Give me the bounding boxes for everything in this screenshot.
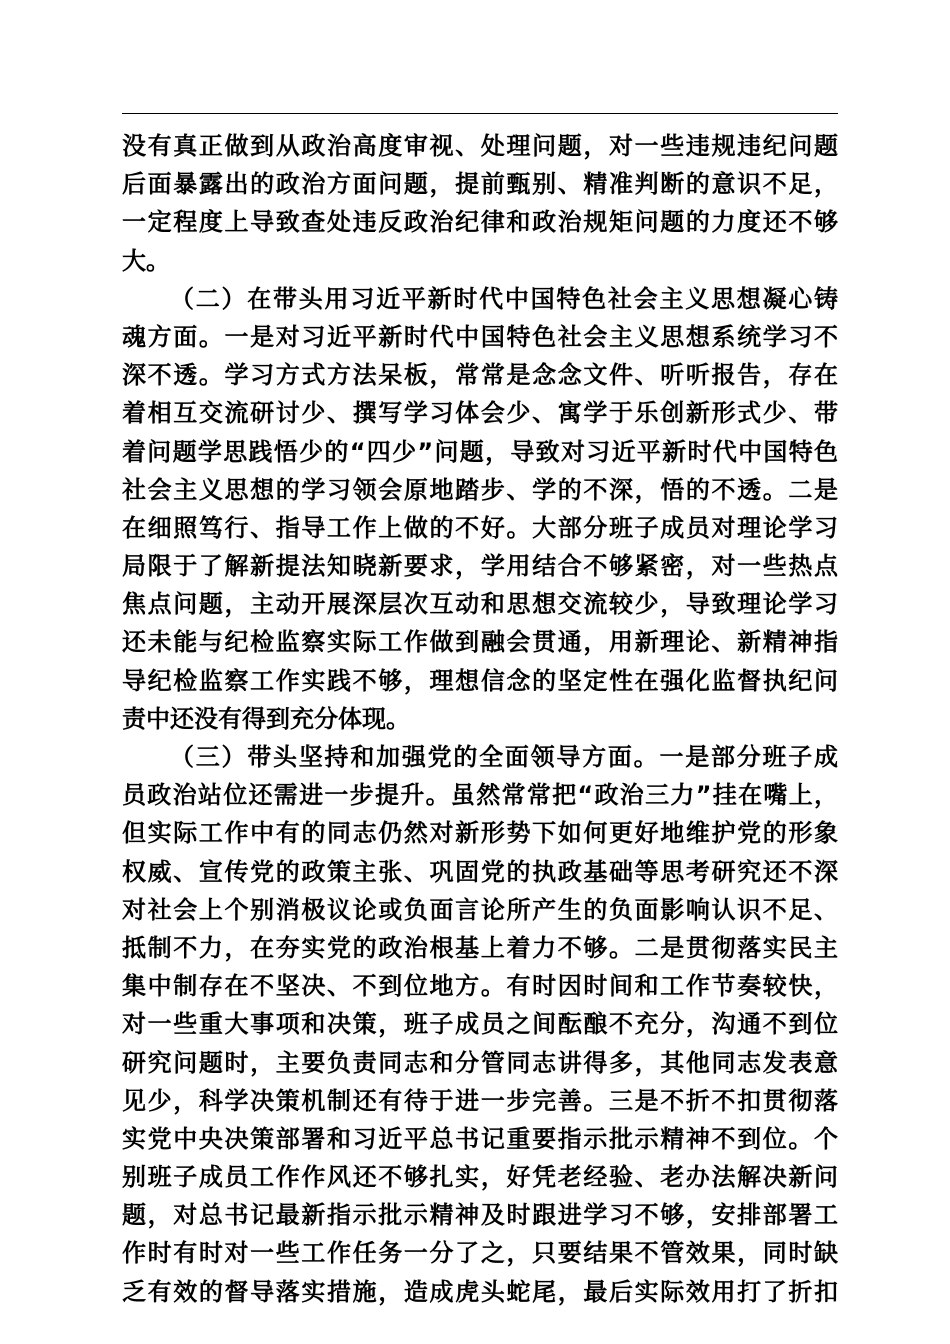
text-line: 深不透。学习方式方法呆板，常常是念念文件、听听报告，存在 [122,361,838,390]
text-line: 焦点问题，主动开展深层次互动和思想交流较少，导致理论学习 [122,590,838,619]
text-line: 别班子成员工作作风还不够扎实，好凭老经验、老办法解决新问 [122,1163,838,1192]
text-line: 作时有时对一些工作任务一分了之，只要结果不管效果，同时缺 [122,1239,838,1268]
text-line: 见少，科学决策机制还有待于进一步完善。三是不折不扣贯彻落 [122,1086,838,1115]
text-line: 社会主义思想的学习领会原地踏步、学的不深，悟的不透。二是 [122,475,838,504]
text-line: 实党中央决策部署和习近平总书记重要指示批示精神不到位。个 [122,1124,838,1153]
body-text [122,127,838,1311]
text-line: 着问题学思践悟少的“四少”问题，导致对习近平新时代中国特色 [122,437,838,466]
text-line: 一定程度上导致查处违反政治纪律和政治规矩问题的力度还不够 [122,208,838,237]
text-line: 没有真正做到从政治高度审视、处理问题，对一些违规违纪问题 [122,132,838,160]
section-heading-line: （三）带头坚持和加强党的全面领导方面。一是部分班子成 [170,743,838,771]
text-line: 责中还没有得到充分体现。 [122,704,410,733]
text-line: 对社会上个别消极议论或负面言论所产生的负面影响认识不足、 [122,895,838,924]
section-heading-line: （二）在带头用习近平新时代中国特色社会主义思想凝心铸 [170,284,838,313]
text-line: 研究问题时，主要负责同志和分管同志讲得多，其他同志发表意 [122,1048,838,1077]
text-line: 还未能与纪检监察实际工作做到融会贯通，用新理论、新精神指 [122,628,838,657]
text-line: 权威、宣传党的政策主张、巩固党的执政基础等思考研究还不深 [122,857,838,886]
text-line: 抵制不力，在夯实党的政治根基上着力不够。二是贯彻落实民主 [122,933,838,962]
text-line: 在细照笃行、指导工作上做的不好。大部分班子成员对理论学习 [122,513,838,542]
text-line: 集中制存在不坚决、不到位地方。有时因时间和工作节奏较快， [122,972,838,1001]
text-line: 员政治站位还需进一步提升。虽然常常把“政治三力”挂在嘴上， [122,781,838,810]
text-line: 但实际工作中有的同志仍然对新形势下如何更好地维护党的形象 [122,819,838,848]
text-line: 导纪检监察工作实践不够，理想信念的坚定性在强化监督执纪问 [122,666,838,695]
text-line: 对一些重大事项和决策，班子成员之间酝酿不充分，沟通不到位 [122,1010,838,1039]
text-line: 魂方面。一是对习近平新时代中国特色社会主义思想系统学习不 [122,322,838,351]
text-line: 后面暴露出的政治方面问题，提前甄别、精准判断的意识不足， [122,170,838,199]
text-line: 大。 [122,246,170,275]
header-rule [122,113,838,114]
text-line: 题，对总书记最新指示批示精神及时跟进学习不够，安排部署工 [122,1201,838,1230]
text-line: 局限于了解新提法知晓新要求，学用结合不够紧密，对一些热点 [122,552,838,581]
text-line: 着相互交流研讨少、撰写学习体会少、寓学于乐创新形式少、带 [122,399,838,428]
text-line: 乏有效的督导落实措施，造成虎头蛇尾，最后实际效用打了折扣 [122,1277,838,1306]
